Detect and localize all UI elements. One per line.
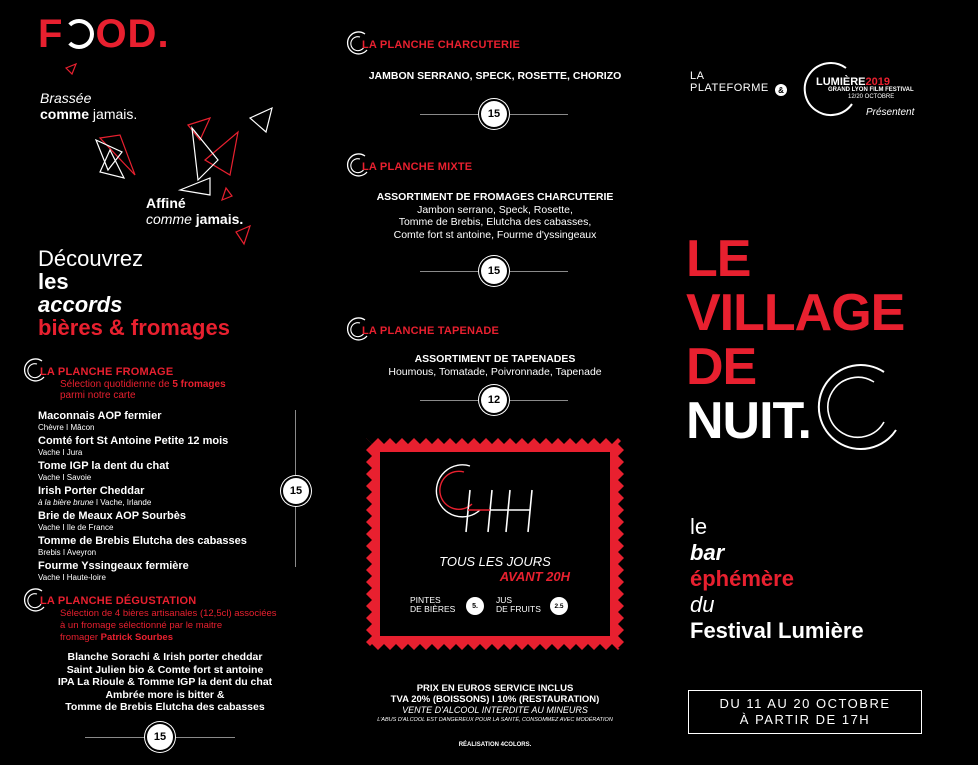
list-item: Maconnais AOP fermier Chèvre I Mâcon bbox=[38, 410, 162, 432]
hh-jus-price: 2.5 bbox=[550, 597, 568, 615]
hh-logo-icon bbox=[430, 462, 540, 534]
hh-pintes: PINTES DE BIÈRES bbox=[410, 595, 456, 614]
planche-fromage-title: LA PLANCHE FROMAGE bbox=[40, 366, 174, 378]
tagline-brassee: Brassée comme jamais. bbox=[40, 90, 138, 122]
price-badge: 15 bbox=[481, 258, 507, 284]
planche-charcuterie-title: LA PLANCHE CHARCUTERIE bbox=[362, 39, 520, 51]
price-badge: 12 bbox=[481, 387, 507, 413]
planche-degustation-title: LA PLANCHE DÉGUSTATION bbox=[40, 595, 197, 607]
list-item: Tomme de Brebis Elutcha des cabasses Brebis I Aveyron bbox=[38, 535, 247, 557]
degustation-pairings: Blanche Sorachi & Irish porter cheddar Saint Julien bio & Comte fort st antoine IPA La Rioule & Tomme IGP la dent du chat Ambrée more is bitter & Tomme de Brebis Elutcha des cabasses bbox=[57, 651, 273, 713]
divider bbox=[175, 737, 235, 738]
hh-jus: JUS DE FRUITS bbox=[496, 595, 541, 614]
list-item: Brie de Meaux AOP Sourbès Vache I Ile de France bbox=[38, 510, 186, 532]
discover-heading: Découvrez les accords bières & fromages bbox=[38, 246, 230, 340]
list-item: Comté fort St Antoine Petite 12 mois Vache I Jura bbox=[38, 435, 229, 457]
planche-degustation-desc: Sélection de 4 bières artisanales (12,5cl) associées à un fromage sélectionné par le maitre fromager Patrick Sourbes bbox=[60, 608, 277, 643]
ampersand-badge: & bbox=[775, 84, 787, 96]
lumiere-logo: LUMIÈRE2019 GRAND LYON FILM FESTIVAL 12/20 OCTOBRE bbox=[816, 76, 914, 100]
divider bbox=[420, 271, 478, 272]
divider bbox=[420, 114, 478, 115]
list-item: Irish Porter Cheddar à la bière brune I Vache, Irlande bbox=[38, 485, 152, 507]
presentent-text: Présentent bbox=[866, 107, 915, 118]
food-logo: F OD. bbox=[38, 12, 170, 56]
mixte-desc: ASSORTIMENT DE FROMAGES CHARCUTERIE Jambon serrano, Speck, Rosette, Tomme de Brebis, Elutcha des cabasses, Comte fort st antoine, Fourme d'yssingeaux bbox=[376, 191, 614, 241]
divider bbox=[510, 271, 568, 272]
food-logo-o-icon bbox=[64, 19, 94, 49]
list-item: Fourme Yssingeaux fermière Vache I Haute-loire bbox=[38, 560, 189, 582]
price-badge: 15 bbox=[147, 724, 173, 750]
legal-footer: PRIX EN EUROS SERVICE INCLUS TVA 20% (BOISSONS) I 10% (RESTAURATION) VENTE D'ALCOOL INTERDITE AU MINEURS L'ABUS D'ALCOOL EST DANGEREUX POUR LA SANTÉ, CONSOMMEZ AVEC MODÉRATION bbox=[377, 683, 613, 723]
dates-box: DU 11 AU 20 OCTOBRE À PARTIR DE 17H bbox=[688, 690, 922, 734]
list-item: Tome IGP la dent du chat Vache I Savoie bbox=[38, 460, 170, 482]
divider bbox=[510, 400, 568, 401]
divider bbox=[420, 400, 478, 401]
tapenade-desc: ASSORTIMENT DE TAPENADES Houmous, Tomatade, Poivronnade, Tapenade bbox=[388, 353, 602, 378]
hh-time: AVANT 20H bbox=[499, 569, 570, 584]
lumiere-swirl-icon bbox=[812, 360, 907, 455]
divider bbox=[295, 505, 296, 567]
planche-tapenade-title: LA PLANCHE TAPENADE bbox=[362, 325, 500, 337]
divider bbox=[295, 410, 296, 475]
hh-pintes-price: 5. bbox=[466, 597, 484, 615]
price-badge: 15 bbox=[283, 478, 309, 504]
price-badge: 15 bbox=[481, 101, 507, 127]
decorative-triangles-icon bbox=[60, 60, 300, 260]
divider bbox=[510, 114, 568, 115]
divider bbox=[85, 737, 145, 738]
la-plateforme-logo: LA PLATEFORME bbox=[690, 70, 769, 94]
planche-mixte-title: LA PLANCHE MIXTE bbox=[362, 161, 473, 173]
tagline-affine: Affiné comme jamais. bbox=[146, 195, 244, 227]
fromage-list bbox=[38, 410, 288, 585]
planche-fromage-desc: Sélection quotidienne de 5 fromages parmi notre carte bbox=[60, 379, 226, 401]
bar-heading: le bar éphémère du Festival Lumière bbox=[690, 514, 864, 643]
village-title: LE VILLAGE DE NUIT. bbox=[686, 230, 905, 450]
hh-days: TOUS LES JOURS bbox=[439, 554, 551, 569]
realisation-credit: RÉALISATION 4COLORS. bbox=[458, 742, 532, 748]
charcuterie-desc: JAMBON SERRANO, SPECK, ROSETTE, CHORIZO bbox=[368, 70, 622, 82]
